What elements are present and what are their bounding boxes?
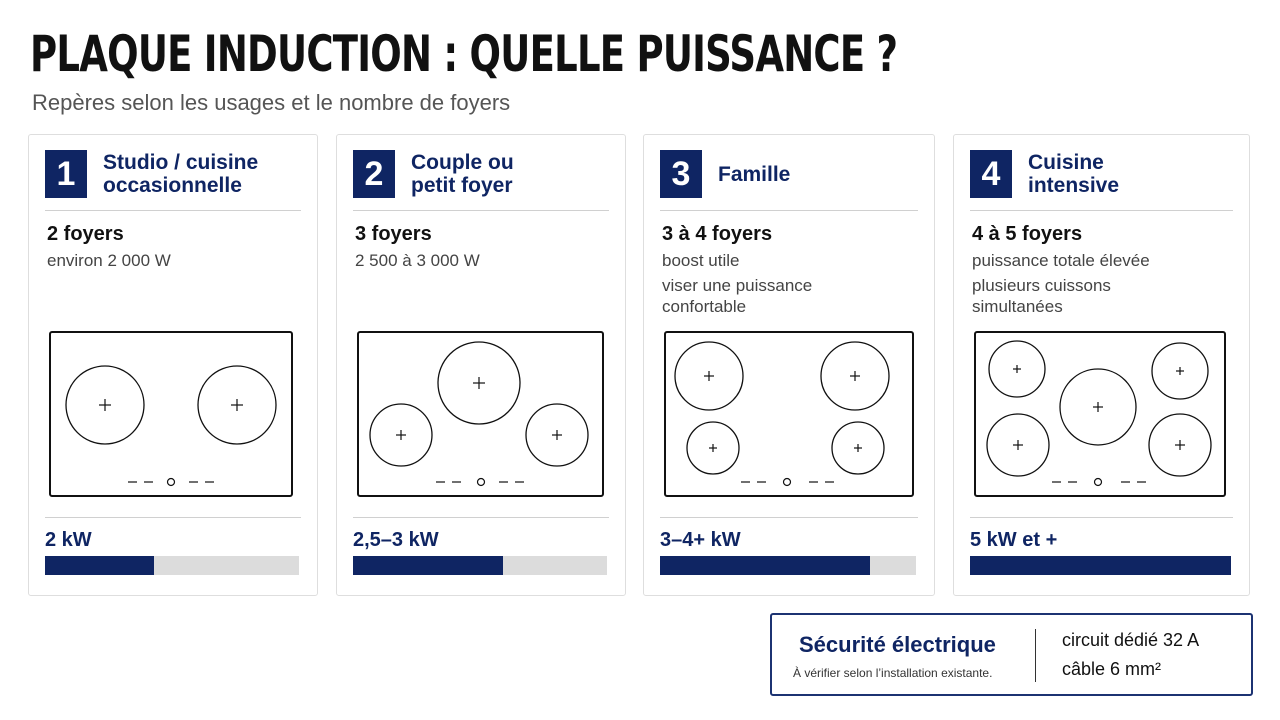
- power-bar-fill: [970, 556, 1231, 575]
- divider: [660, 210, 918, 211]
- card-heading: Cuisine intensive: [1028, 151, 1120, 197]
- hob-3-burners-icon: [357, 331, 604, 497]
- divider: [353, 210, 609, 211]
- card-details: [972, 250, 1172, 321]
- power-label: 2,5–3 kW: [353, 529, 439, 551]
- safety-circuit: circuit dédié 32 A: [1062, 630, 1200, 650]
- safety-note: À vérifier selon l’installation existante.: [793, 666, 993, 680]
- power-bar: [353, 556, 607, 575]
- card-number-badge: 3: [660, 150, 702, 198]
- power-bar-fill: [353, 556, 503, 575]
- usage-card-1: [28, 134, 318, 596]
- power-bar-fill: [45, 556, 154, 575]
- hob-2-burners-icon: [49, 331, 293, 497]
- safety-title: Sécurité électrique: [799, 632, 996, 657]
- card-heading: Famille: [718, 162, 791, 186]
- power-bar: [970, 556, 1231, 575]
- card-heading: Studio / cuisine occasionnelle: [103, 151, 259, 197]
- usage-card-2: [336, 134, 626, 596]
- burner-count: 3 à 4 foyers: [662, 223, 773, 245]
- page-title: PLAQUE INDUCTION : QUELLE PUISSANCE ?: [30, 25, 898, 83]
- detail-line: plusieurs cuissons simultanées: [972, 276, 1111, 316]
- divider: [45, 517, 301, 518]
- usage-card-3: [643, 134, 935, 596]
- burner-count: 2 foyers: [47, 223, 124, 245]
- power-bar: [45, 556, 299, 575]
- card-number-badge: 4: [970, 150, 1012, 198]
- divider: [970, 517, 1233, 518]
- power-label: 3–4+ kW: [660, 529, 741, 551]
- card-details: [355, 250, 613, 275]
- safety-box: [770, 613, 1253, 696]
- power-bar-fill: [660, 556, 870, 575]
- power-bar: [660, 556, 916, 575]
- safety-cable: câble 6 mm²: [1062, 659, 1162, 679]
- divider: [353, 517, 609, 518]
- divider: [970, 210, 1233, 211]
- burner-count: 3 foyers: [355, 223, 432, 245]
- power-label: 2 kW: [45, 529, 92, 551]
- card-details: [47, 250, 305, 275]
- hob-5-burners-icon: [974, 331, 1226, 497]
- card-heading: Couple ou petit foyer: [411, 151, 514, 197]
- card-details: [662, 250, 862, 321]
- card-number-badge: 1: [45, 150, 87, 198]
- detail-line: 2 500 à 3 000 W: [355, 251, 480, 270]
- divider: [1035, 629, 1036, 682]
- divider: [660, 517, 918, 518]
- page-subtitle: Repères selon les usages et le nombre de foyers: [32, 90, 511, 115]
- detail-line: viser une puissance confortable: [662, 276, 813, 316]
- detail-line: environ 2 000 W: [47, 251, 171, 270]
- hob-4-burners-icon: [664, 331, 914, 497]
- burner-count: 4 à 5 foyers: [972, 223, 1083, 245]
- card-number-badge: 2: [353, 150, 395, 198]
- detail-line: boost utile: [662, 251, 740, 270]
- power-label: 5 kW et +: [970, 529, 1058, 551]
- detail-line: puissance totale élevée: [972, 251, 1150, 270]
- divider: [45, 210, 301, 211]
- usage-card-4: [953, 134, 1250, 596]
